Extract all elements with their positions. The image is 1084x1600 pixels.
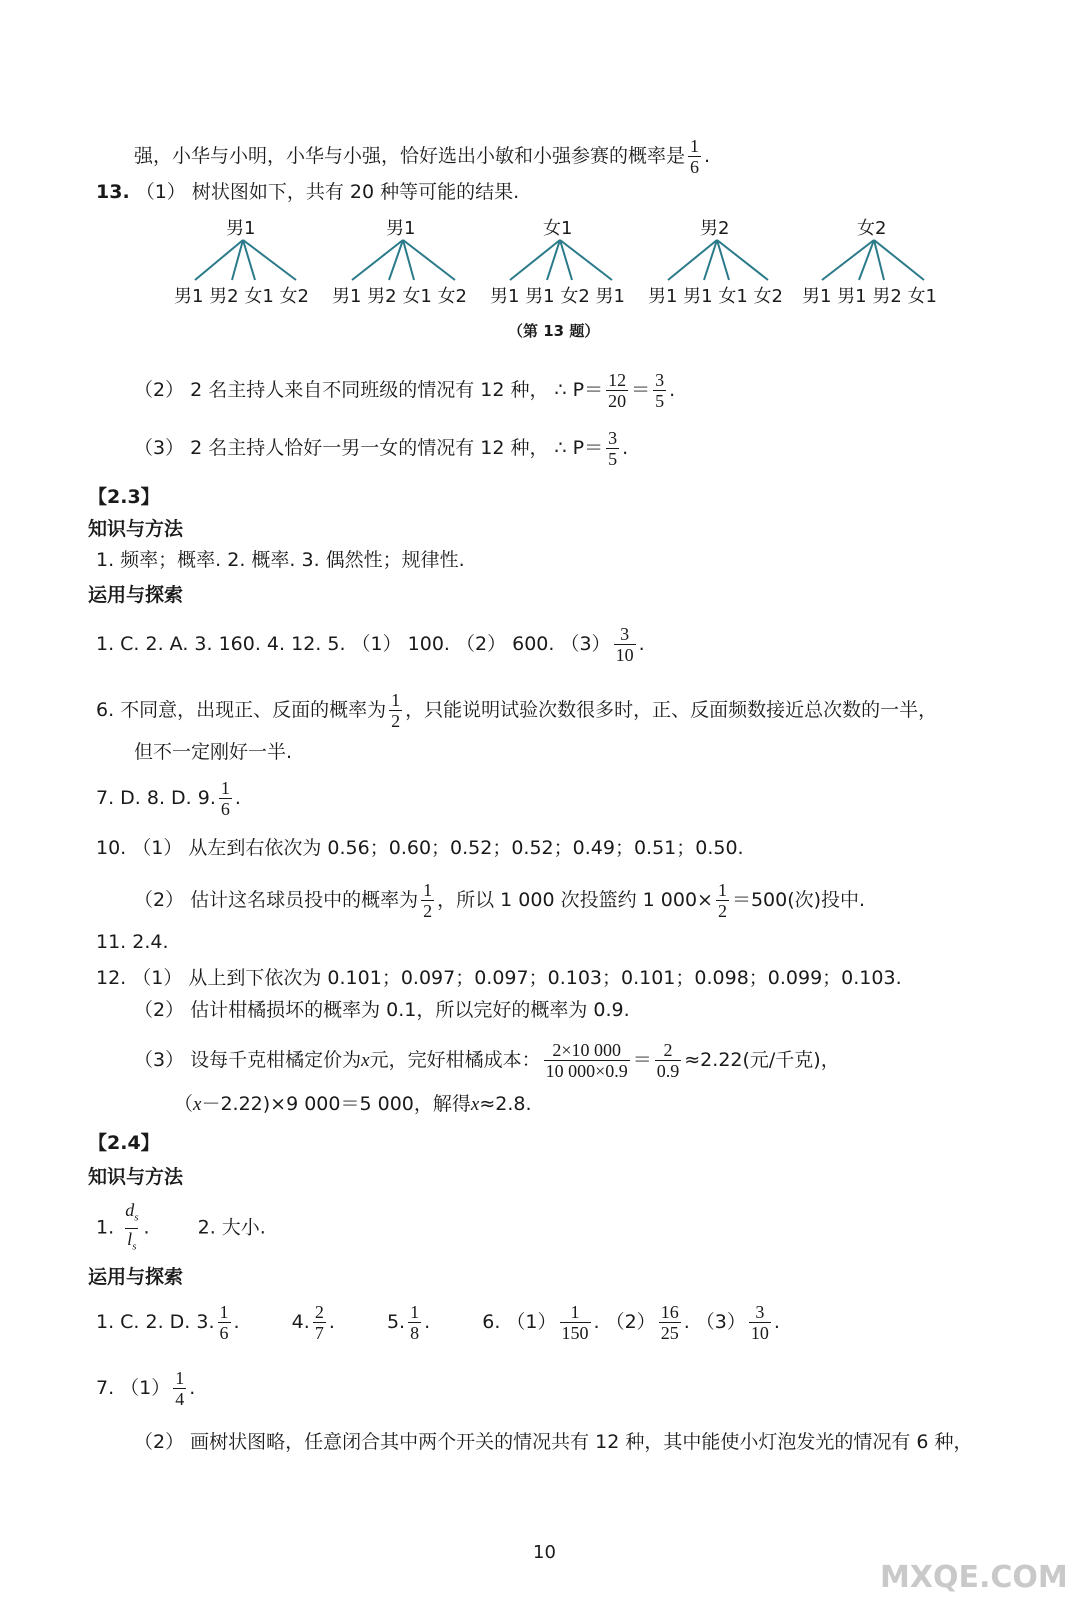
- watermark-logo: MXQE.COM: [880, 1560, 1068, 1595]
- s24-knowledge-answers: 1. $\frac{d_s}{l_s}$ . 2. 大小.: [96, 1200, 266, 1256]
- s23-answer-10-2: （2） 估计这名球员投中的概率为 $\frac{1}{2}$ ，所以 1 000 次投篮约 1 000× $\frac{1}{2}$ ＝500(次)投中.: [134, 880, 866, 921]
- tree-root-4: 男2: [700, 218, 730, 239]
- section-2-4-title: 【2.4】: [88, 1132, 160, 1154]
- tree-leaves-4: 男1 男1 女1 女2: [648, 286, 783, 307]
- s23-answers-1-5: 1. C. 2. A. 3. 160. 4. 12. 5. （1） 100. （2） 600. （3） $\frac{3}{10}$ .: [96, 624, 645, 665]
- section-2-3-title: 【2.3】: [88, 486, 160, 508]
- tree-leaves-5: 男1 男1 男2 女1: [802, 286, 937, 307]
- section-2-4-apply: 运用与探索: [88, 1266, 184, 1288]
- line-prob-1: 强，小华与小明，小华与小强，恰好选出小敏和小强参赛的概率是 $\frac{1}{6}$ .: [134, 136, 711, 177]
- s23-answers-7-9: 7. D. 8. D. 9. $\frac{1}{6}$ .: [96, 778, 241, 819]
- s23-answer-12-3-cont: （x－2.22)×9 000＝5 000，解得x≈2.8.: [174, 1093, 532, 1115]
- q13-part2: （2） 2 名主持人来自不同班级的情况有 12 种， ∴ P＝ $\frac{12}{20}$ ＝ $\frac{3}{5}$ .: [134, 370, 676, 411]
- section-2-3-knowledge: 知识与方法: [88, 518, 184, 540]
- s24-answer-7-2: （2） 画树状图略，任意闭合其中两个开关的情况共有 12 种，其中能使小灯泡发光的情况有 6 种，: [134, 1431, 973, 1453]
- tree-caption: （第 13 题）: [508, 322, 600, 340]
- s23-answer-6-cont: 但不一定刚好一半.: [134, 741, 293, 763]
- s24-answers-1-6: 1. C. 2. D. 3. $\frac{1}{6}$ . 4. $\frac{2}{7}$ . 5. $\frac{1}{8}$ . 6. （1） $\frac{1}{150}$ . （2） $\frac{16}{25}$ . （3） $\frac{3}{10}$ .: [96, 1302, 780, 1343]
- tree-leaves-1: 男1 男2 女1 女2: [174, 286, 309, 307]
- tree-leaves-3: 男1 男1 女2 男1: [490, 286, 625, 307]
- s24-answer-7-1: 7. （1） $\frac{1}{4}$ .: [96, 1368, 196, 1409]
- tree-root-2: 男1: [386, 218, 416, 239]
- tree-root-3: 女1: [543, 218, 573, 239]
- section-2-3-apply: 运用与探索: [88, 584, 184, 606]
- s23-answer-12-2: （2） 估计柑橘损坏的概率为 0.1，所以完好的概率为 0.9.: [134, 999, 630, 1021]
- tree-leaves-2: 男1 男2 女1 女2: [332, 286, 467, 307]
- section-2-4-knowledge: 知识与方法: [88, 1166, 184, 1188]
- tree-diagram: [0, 210, 1084, 350]
- q13-line: 13. （1） 树状图如下，共有 20 种等可能的结果.: [96, 181, 520, 203]
- tree-root-5: 女2: [857, 218, 887, 239]
- page-number: 10: [533, 1542, 556, 1563]
- tree-root-1: 男1: [226, 218, 256, 239]
- s23-answer-10-1: 10. （1） 从左到右依次为 0.56；0.60；0.52；0.52；0.49；0.51；0.50.: [96, 837, 744, 859]
- s23-answer-12-3: （3） 设每千克柑橘定价为x元，完好柑橘成本： $\frac{2\times 10 000}{10 000\times 0.9}$ ＝ $\frac{2}{0.9}$ ≈2.22(元/千克)，: [134, 1040, 840, 1081]
- s23-knowledge-answers: 1. 频率；概率. 2. 概率. 3. 偶然性；规律性.: [96, 549, 465, 571]
- q13-part3: （3） 2 名主持人恰好一男一女的情况有 12 种， ∴ P＝ $\frac{3}{5}$ .: [134, 428, 629, 469]
- s23-answer-6: 6. 不同意，出现正、反面的概率为 $\frac{1}{2}$ ，只能说明试验次数很多时，正、反面频数接近总次数的一半，: [96, 690, 938, 731]
- s23-answer-12-1: 12. （1） 从上到下依次为 0.101；0.097；0.097；0.103；0.101；0.098；0.099；0.103.: [96, 967, 902, 989]
- s23-answer-11: 11. 2.4.: [96, 931, 169, 953]
